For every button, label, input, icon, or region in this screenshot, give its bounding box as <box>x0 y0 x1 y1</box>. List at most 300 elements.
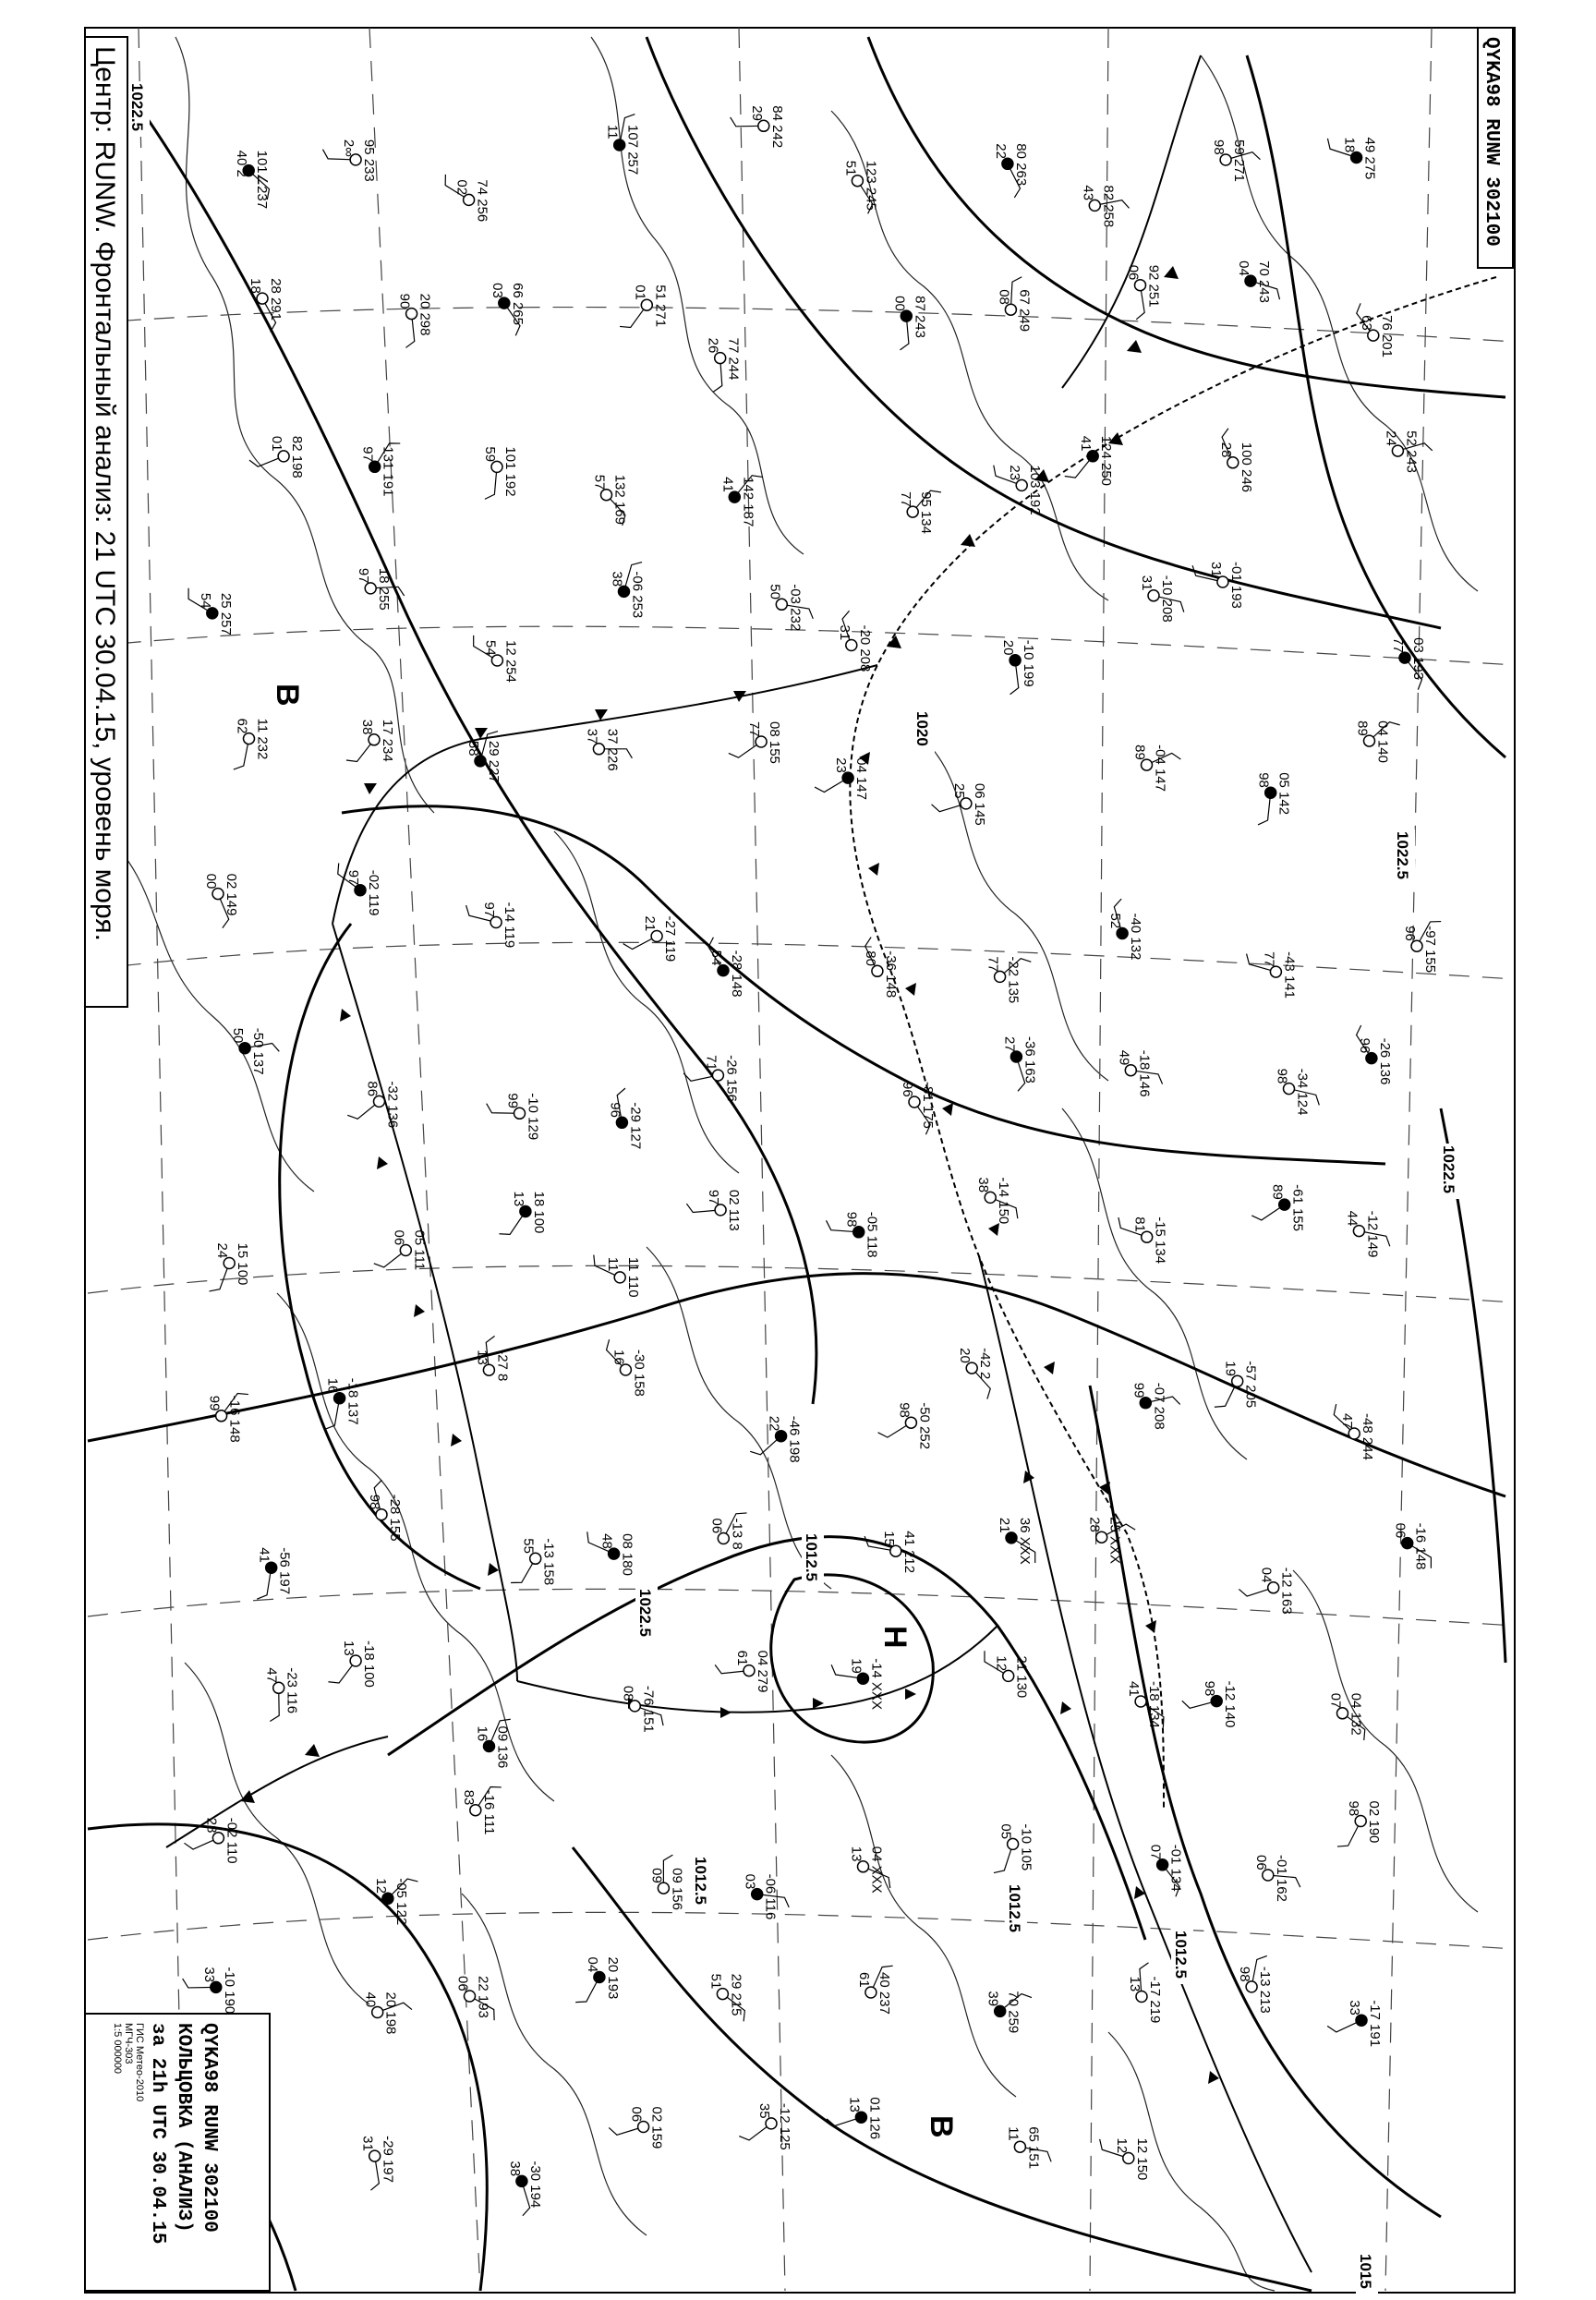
station-temp-pressure: 28 291 <box>268 278 284 321</box>
station-plot <box>729 721 782 764</box>
station-plot <box>1393 1523 1436 1570</box>
station-circle <box>1142 1231 1153 1242</box>
station-temp-pressure: -13 158 <box>540 1538 557 1586</box>
station-temp-pressure: -32 136 <box>384 1081 401 1129</box>
station-dewpoint: 63 <box>1358 315 1374 331</box>
station-dewpoint: 97 <box>345 869 361 886</box>
station-dewpoint: 06 <box>708 1518 725 1534</box>
station-temp-pressure: 04 132 <box>1348 1692 1364 1736</box>
station-temp-pressure: 09 156 <box>669 1868 685 1910</box>
station-plot <box>1000 640 1036 695</box>
station-plot <box>1256 772 1292 826</box>
station-temp-pressure: -40 132 <box>1128 913 1144 961</box>
station-temp-pressure: -50 137 <box>250 1027 267 1075</box>
station-plot <box>990 465 1043 514</box>
station-dewpoint: 77 <box>746 721 763 737</box>
station-plot <box>248 278 284 332</box>
station-circle <box>715 353 726 364</box>
station-plot <box>249 436 305 478</box>
station-dewpoint: 83 <box>460 1789 477 1806</box>
station-circle <box>995 2005 1006 2016</box>
station-circle <box>1125 1065 1136 1076</box>
station-circle <box>1366 1053 1377 1064</box>
station-temp-pressure: 82 258 <box>1100 185 1117 228</box>
station-dewpoint: 81 <box>1131 1217 1148 1232</box>
station-dewpoint: 97 <box>481 902 498 918</box>
station-dewpoint: 99 <box>206 1395 223 1411</box>
station-plot <box>346 720 395 766</box>
station-dewpoint: 13 <box>510 1191 526 1207</box>
station-temp-pressure: 76 201 <box>1378 315 1395 357</box>
station-temp-pressure: 101∠237 <box>254 150 271 210</box>
station-plot <box>487 1093 541 1140</box>
station-dewpoint: 07 <box>1147 1844 1164 1860</box>
station-temp-pressure: -06 253 <box>629 571 646 619</box>
station-circle <box>616 1117 627 1128</box>
station-plot <box>325 1378 361 1431</box>
station-circle <box>1270 966 1281 977</box>
station-temp-pressure: -10 190 <box>221 1967 237 2015</box>
station-dewpoint: 38 <box>506 2161 523 2177</box>
isobars <box>88 37 1505 2291</box>
station-temp-pressure: 29 227 <box>486 740 502 783</box>
station-circle <box>853 1227 864 1238</box>
station-plot <box>900 1082 936 1134</box>
station-circle <box>491 655 502 666</box>
station-plot <box>1215 1361 1259 1410</box>
station-dewpoint: 90 <box>396 293 413 309</box>
station-circle <box>278 451 289 462</box>
station-plot <box>996 276 1032 332</box>
station-temp-pressure: 40 237 <box>876 1972 892 2015</box>
station-temp-pressure: 82 198 <box>289 435 306 478</box>
station-circle <box>491 461 502 472</box>
station-circle <box>1355 1816 1366 1827</box>
station-circle <box>1263 1870 1274 1881</box>
station-dewpoint: 61 <box>734 1650 750 1666</box>
station-dewpoint: 89 <box>1269 1184 1286 1200</box>
station-temp-pressure: 95 233 <box>361 139 378 182</box>
station-temp-pressure: 92 251 <box>1145 264 1162 308</box>
station-plot <box>1182 1681 1238 1728</box>
station-dewpoint: 43 <box>1080 185 1096 201</box>
station-dewpoint: 13 <box>846 2097 863 2112</box>
station-temp-pressure: 123 245 <box>863 160 879 211</box>
station-temp-pressure: -16 111 <box>480 1789 497 1835</box>
station-circle <box>224 1258 235 1269</box>
station-plot <box>184 588 234 636</box>
station-dewpoint: 15 <box>880 1531 897 1546</box>
station-temp-pressure: 66 265 <box>509 283 526 325</box>
station-temp-pressure: 18 255 <box>376 567 393 611</box>
station-circle <box>995 971 1006 982</box>
station-circle <box>776 599 787 610</box>
station-dewpoint: 12 <box>372 1878 389 1894</box>
station-plot <box>1130 1383 1179 1430</box>
station-plot <box>469 636 519 683</box>
station-temp-pressure: -10 105 <box>1018 1823 1034 1871</box>
station-plot <box>878 1402 933 1449</box>
station-plot <box>602 1339 647 1397</box>
station-plot <box>1107 899 1143 960</box>
station-circle <box>1005 304 1016 315</box>
station-circle <box>712 1070 723 1081</box>
station-temp-pressure: 05 111 <box>411 1229 428 1271</box>
station-plot <box>461 1783 502 1835</box>
station-circle <box>776 1431 787 1442</box>
station-circle <box>1148 590 1159 601</box>
station-temp-pressure: 15 100 <box>235 1242 251 1286</box>
station-circle <box>756 736 767 747</box>
station-circle <box>1364 735 1375 746</box>
station-circle <box>594 1972 605 1983</box>
station-temp-pressure: -10 208 <box>1159 575 1175 623</box>
station-temp-pressure: 22 193 <box>475 1976 491 2018</box>
station-dewpoint: 96 <box>900 1082 915 1097</box>
station-dewpoint: 27 <box>1001 1036 1018 1052</box>
station-temp-pressure: -27 8 <box>494 1350 511 1382</box>
station-temp-pressure: -01 134 <box>1167 1844 1184 1892</box>
station-circle <box>1006 1532 1017 1543</box>
station-circle <box>1157 1859 1168 1870</box>
station-dewpoint: 97 <box>706 1189 722 1205</box>
station-circle <box>475 756 486 767</box>
station-circle <box>1353 1226 1364 1237</box>
station-circle <box>620 1364 631 1375</box>
station-circle <box>1279 1199 1290 1210</box>
station-dewpoint: 21 <box>642 915 659 932</box>
station-temp-pressure: 67 249 <box>1016 289 1033 333</box>
station-plot <box>328 1640 377 1688</box>
station-plot <box>985 1991 1032 2034</box>
station-plot <box>837 611 873 672</box>
station-plot <box>1148 1845 1184 1897</box>
station-plot <box>590 1255 642 1298</box>
station-plot <box>1353 303 1395 357</box>
station-temp-pressure: 25 257 <box>217 592 234 636</box>
station-circle <box>1010 655 1021 666</box>
station-circle <box>1399 652 1410 663</box>
station-circle <box>516 2175 527 2186</box>
station-dewpoint: 77 <box>898 491 914 507</box>
station-plot <box>1355 719 1400 763</box>
station-circle <box>1245 275 1256 286</box>
station-circle <box>1142 759 1153 770</box>
station-circle <box>212 889 224 900</box>
coastlines <box>102 37 1478 2291</box>
station-circle <box>1014 2141 1025 2152</box>
station-plot <box>234 719 271 771</box>
station-dewpoint: 61 <box>855 1972 872 1988</box>
station-plot <box>234 151 273 210</box>
station-temp-pressure: -36 148 <box>882 950 899 999</box>
station-dewpoint: 03 <box>742 1873 758 1890</box>
high-pressure-center: В <box>924 2115 959 2138</box>
station-dewpoint: 80 <box>862 950 878 966</box>
station-temp-pressure: -13 213 <box>1257 1966 1274 2014</box>
station-circle <box>382 1893 393 1904</box>
low-pressure-center: Н <box>877 1626 913 1649</box>
isobar-label: 1022.5 <box>1394 831 1411 879</box>
station-circle <box>406 309 417 320</box>
station-dewpoint: 08 <box>620 1685 636 1701</box>
station-plot <box>1251 1184 1305 1231</box>
station-circle <box>651 931 662 942</box>
station-temp-pressure: -10 129 <box>525 1093 541 1141</box>
station-circle <box>1136 1991 1147 2003</box>
station-plot <box>1132 744 1181 792</box>
station-plot <box>455 1976 499 2020</box>
station-circle <box>641 299 652 310</box>
station-dewpoint: 11 <box>1005 2126 1022 2141</box>
station-temp-pressure: 101 192 <box>502 446 518 497</box>
station-plot <box>1328 1693 1370 1740</box>
station-plot <box>475 1715 511 1768</box>
station-temp-pressure: 131 191 <box>380 446 396 497</box>
station-dewpoint: 12 <box>993 1655 1010 1672</box>
station-circle <box>901 310 912 321</box>
station-circle <box>239 1043 250 1054</box>
station-plot <box>609 2107 664 2149</box>
station-temp-pressure: -01 193 <box>1227 562 1244 609</box>
station-plot <box>1275 1069 1322 1116</box>
isobar-label: 1015 <box>1357 2254 1374 2289</box>
station-plot <box>975 1177 1021 1224</box>
station-plot <box>1080 185 1129 227</box>
station-temp-pressure: -07 208 <box>1151 1382 1167 1430</box>
station-temp-pressure: -14 XXX <box>868 1658 885 1711</box>
station-circle <box>1356 2015 1367 2026</box>
station-plot <box>1383 430 1432 473</box>
station-temp-pressure: -18 100 <box>361 1640 378 1688</box>
station-dewpoint: 54 <box>482 640 499 656</box>
station-circle <box>614 1272 625 1283</box>
station-dewpoint: 20 <box>957 1348 973 1363</box>
station-dewpoint: 13 <box>1127 1976 1143 1992</box>
station-temp-pressure: -05 122 <box>393 1878 409 1926</box>
station-temp-pressure: 17 234 <box>380 719 395 762</box>
wind-barb <box>878 1415 912 1441</box>
station-dewpoint: 31 <box>1139 575 1155 591</box>
station-dewpoint: 22 <box>992 143 1009 159</box>
station-dewpoint: 24 <box>1383 430 1399 446</box>
station-temp-pressure: 49 275 <box>1361 137 1378 180</box>
station-dewpoint: 33 <box>1347 2000 1362 2016</box>
station-plot <box>827 2097 882 2139</box>
station-temp-pressure: 11 232 <box>254 718 271 760</box>
station-temp-pressure: 08 180 <box>619 1533 635 1576</box>
station-dewpoint: 38 <box>609 571 625 587</box>
station-plot <box>1087 1517 1135 1564</box>
station-circle <box>499 297 510 309</box>
station-temp-pressure: -20 208 <box>856 624 873 672</box>
station-circle <box>1016 479 1027 490</box>
station-dewpoint: 00 <box>203 873 219 890</box>
station-circle <box>530 1553 541 1564</box>
station-circle <box>1123 2153 1134 2164</box>
station-circle <box>1217 576 1228 587</box>
station-temp-pressure: -76 151 <box>640 1685 657 1733</box>
station-circle <box>852 176 863 187</box>
station-temp-pressure: -29 197 <box>380 2136 396 2183</box>
station-plot <box>739 2103 792 2150</box>
station-circle <box>1284 1083 1295 1095</box>
station-temp-pressure: -18 137 <box>345 1377 361 1425</box>
station-plot <box>1005 2126 1052 2169</box>
station-dewpoint: 52 <box>1107 913 1124 929</box>
station-dewpoint: 98 <box>1237 1966 1253 1982</box>
station-circle <box>966 1362 977 1374</box>
station-plot <box>203 874 239 928</box>
station-dewpoint: 31 <box>836 624 852 641</box>
station-circle <box>865 1987 877 1998</box>
station-dewpoint: 06 <box>1252 1855 1269 1870</box>
station-temp-pressure: -05 118 <box>864 1211 880 1258</box>
station-dewpoint: 12 <box>1113 2137 1130 2154</box>
station-circle <box>1368 330 1379 341</box>
station-circle <box>465 1991 476 2002</box>
info-valid-time: за 21h UTC 30.04.15 <box>147 2023 168 2245</box>
station-dewpoint: 50 <box>230 1027 247 1044</box>
station-dewpoint: 00 <box>891 296 908 311</box>
station-dewpoint: 98 <box>843 1211 860 1228</box>
station-temp-pressure: 04 140 <box>1374 720 1391 763</box>
station-plot <box>856 1962 893 2015</box>
station-dewpoint: 99 <box>504 1093 521 1108</box>
station-temp-pressure: -26 156 <box>723 1055 740 1102</box>
station-dewpoint: 19 <box>1222 1361 1239 1376</box>
station-plot <box>980 1651 1030 1698</box>
station-circle <box>855 2112 866 2123</box>
station-circle <box>766 2118 777 2129</box>
station-temp-pressure: -02 119 <box>366 869 381 916</box>
station-circle <box>1008 1838 1019 1849</box>
station-circle <box>1140 1398 1151 1409</box>
station-temp-pressure: 77 244 <box>725 337 742 381</box>
station-temp-pressure: -34 124 <box>1294 1068 1311 1116</box>
station-dewpoint: 98 <box>1211 139 1227 155</box>
station-temp-pressure: 02 113 <box>726 1189 743 1231</box>
station-plot <box>322 139 377 182</box>
station-dewpoint: 41 <box>719 477 736 492</box>
station-plot <box>1253 1855 1301 1902</box>
station-temp-pressure: -27 119 <box>662 915 679 962</box>
station-temp-pressure: -14 150 <box>996 1177 1012 1225</box>
station-temp-pressure: -10 199 <box>1021 639 1037 687</box>
station-temp-pressure: 04 XXX <box>868 1846 885 1894</box>
station-temp-pressure: 05 142 <box>1276 772 1292 816</box>
station-circle <box>211 1981 222 1992</box>
station-plot <box>464 902 517 949</box>
station-circle <box>842 772 853 783</box>
station-temp-pressure: 12 150 <box>1133 2137 1150 2181</box>
station-dewpoint: 22 <box>766 1415 782 1432</box>
station-temp-pressure: -18 134 <box>1146 1681 1163 1728</box>
station-dewpoint: 55 <box>520 1538 537 1554</box>
high-pressure-center: В <box>270 684 305 707</box>
station-dewpoint: 08 <box>996 289 1012 305</box>
station-dewpoint: 21 <box>997 1517 1012 1533</box>
station-dewpoint: 38 <box>359 719 375 735</box>
station-plot <box>584 729 632 771</box>
station-circle <box>355 885 366 896</box>
station-plot <box>1236 260 1282 303</box>
station-temp-pressure: -04 147 <box>1152 744 1168 792</box>
isobar-label: 1012.5 <box>1172 1931 1190 1979</box>
station-plot <box>1337 1801 1382 1851</box>
station-temp-pressure: 52 243 <box>1403 430 1420 473</box>
station-circle <box>369 2150 381 2161</box>
station-circle <box>985 1192 996 1203</box>
station-dewpoint: 06 <box>1392 1522 1409 1539</box>
station-dewpoint: 04 <box>1236 260 1251 276</box>
station-dewpoint: 40 2 <box>234 150 250 177</box>
station-temp-pressure: 37 226 <box>604 728 621 771</box>
station-temp-pressure: -23 116 <box>284 1667 300 1714</box>
station-temp-pressure: 11 110 <box>625 1256 642 1298</box>
station-temp-pressure: -29 127 <box>627 1102 644 1150</box>
station-temp-pressure: -57 205 <box>1242 1361 1259 1409</box>
station-temp-pressure: -22 135 <box>1005 956 1022 1004</box>
station-plot <box>257 1547 293 1601</box>
station-circle <box>266 1562 277 1573</box>
station-circle <box>907 506 918 517</box>
station-temp-pressure: -42 2 <box>977 1348 994 1380</box>
station-plot <box>719 471 762 527</box>
station-plot <box>891 296 927 350</box>
station-plot <box>605 113 641 176</box>
station-circle <box>1337 1708 1348 1719</box>
station-circle <box>1351 152 1362 163</box>
station-circle <box>905 1417 916 1428</box>
station-plot <box>1191 562 1244 609</box>
station-plot <box>1244 951 1298 999</box>
station-plot <box>842 161 878 214</box>
station-circle <box>658 1882 669 1894</box>
station-temp-pressure: -16 148 <box>226 1395 243 1443</box>
station-plot <box>686 1190 742 1231</box>
station-plot <box>620 284 668 332</box>
station-circle <box>729 491 740 502</box>
station-temp-pressure: -17 191 <box>1367 2000 1383 2048</box>
station-circle <box>257 293 268 304</box>
station-plot <box>592 475 630 526</box>
station-dewpoint: 98 <box>1202 1680 1218 1697</box>
station-temp-pressure: 03 193 <box>1410 637 1426 680</box>
station-temp-pressure: -28 148 <box>729 950 744 998</box>
station-dewpoint: 2∞ <box>341 139 357 157</box>
station-dewpoint: 03 <box>489 283 505 298</box>
station-plot <box>1065 436 1114 486</box>
station-plot <box>1327 2000 1383 2047</box>
station-dewpoint: 31 <box>359 2136 376 2151</box>
station-plot <box>1344 1211 1391 1258</box>
station-plot <box>1402 917 1441 973</box>
station-plot <box>374 1230 428 1271</box>
station-plot <box>985 955 1032 1003</box>
station-circle <box>1402 1538 1413 1549</box>
station-dewpoint: 98 <box>367 1494 382 1510</box>
station-dewpoint: 54 <box>197 592 213 609</box>
station-dewpoint: 62 <box>234 718 250 734</box>
station-circle <box>520 1206 531 1217</box>
station-temp-pressure: 29 215 <box>728 1973 744 2016</box>
station-circle <box>715 1204 726 1216</box>
station-dewpoint: 06 <box>1125 264 1142 281</box>
station-temp-pressure: -46 198 <box>786 1415 803 1463</box>
station-dewpoint: 06 <box>454 1976 471 1991</box>
info-bulletin-code: QYKA98 RUNW 302100 <box>199 2023 220 2233</box>
